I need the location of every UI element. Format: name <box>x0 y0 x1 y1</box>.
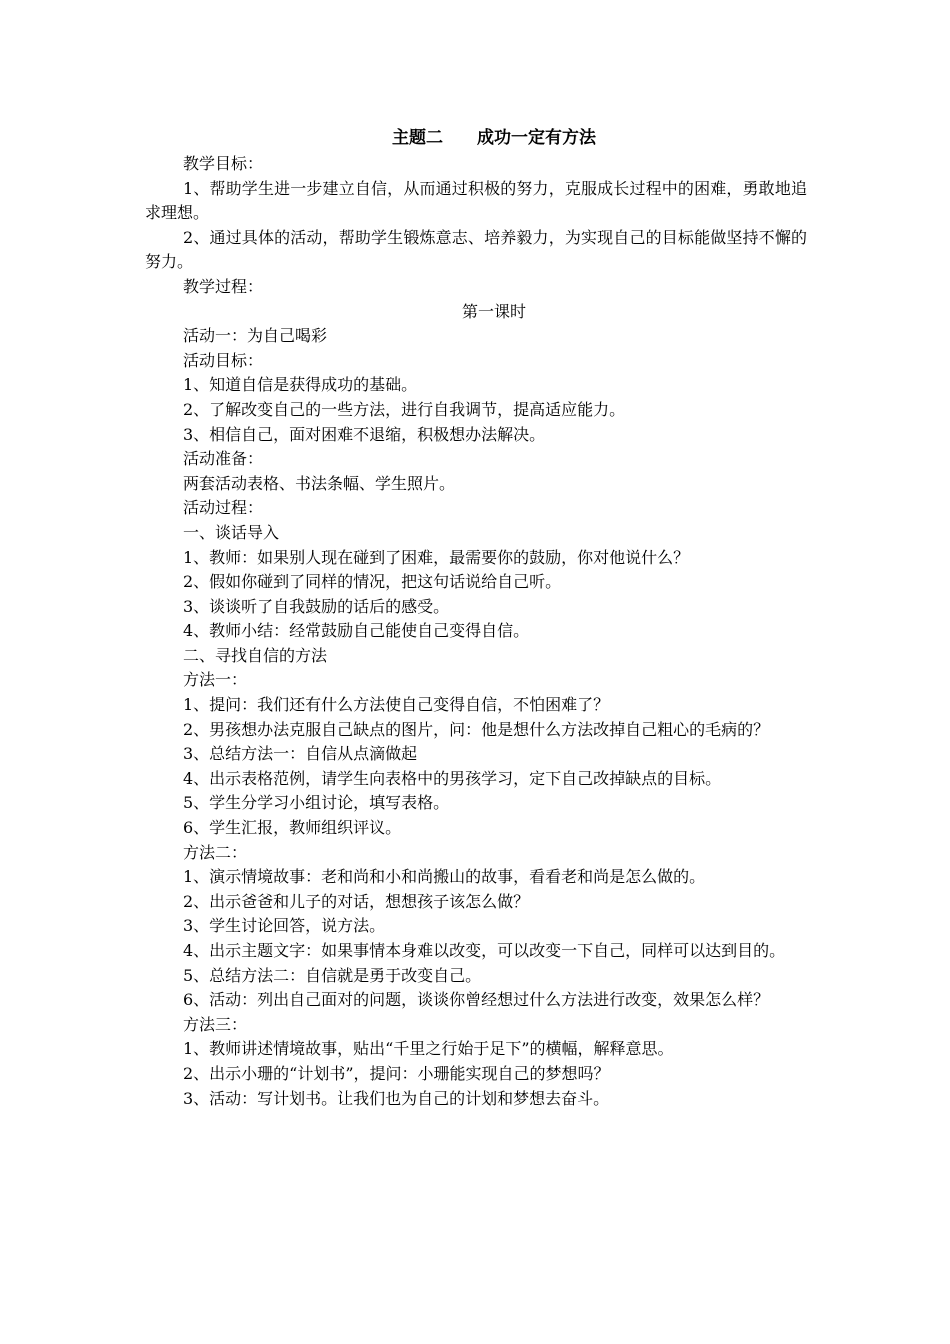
paragraph: 4、出示主题文字：如果事情本身难以改变，可以改变一下自己，同样可以达到目的。 <box>183 941 786 960</box>
paragraph: 3、学生讨论回答，说方法。 <box>183 916 386 936</box>
paragraph: 2、了解改变自己的一些方法，进行自我调节，提高适应能力。 <box>183 399 626 419</box>
paragraph: 1、知道自信是获得成功的基础。 <box>183 375 418 395</box>
document-body <box>145 124 807 1111</box>
paragraph: 方法二： <box>183 842 248 862</box>
paragraph: 1、演示情境故事：老和尚和小和尚搬山的故事，看看老和尚是怎么做的。 <box>183 867 706 887</box>
paragraph: 方法一： <box>183 670 248 690</box>
paragraph: 5、总结方法二：自信就是勇于改变自己。 <box>183 965 482 985</box>
paragraph: 3、相信自己，面对困难不退缩，积极想办法解决。 <box>183 424 546 444</box>
paragraph: 方法三： <box>183 1014 248 1034</box>
paragraph: 一、谈话导入 <box>183 522 280 542</box>
paragraph: 3、活动：写计划书。让我们也为自己的计划和梦想去奋斗。 <box>183 1088 610 1108</box>
paragraph: 6、学生汇报，教师组织评议。 <box>183 818 402 838</box>
paragraph: 活动一：为自己喝彩 <box>183 326 328 346</box>
paragraph: 2、出示爸爸和儿子的对话，想想孩子该怎么做？ <box>183 891 530 911</box>
paragraph: 5、学生分学习小组讨论，填写表格。 <box>183 793 450 813</box>
paragraph: 1、教师讲述情境故事，贴出“千里之行始于足下”的横幅，解释意思。 <box>183 1039 674 1059</box>
paragraph: 6、活动：列出自己面对的问题，谈谈你曾经想过什么方法进行改变，效果怎么样？ <box>183 990 770 1010</box>
paragraph: 3、谈谈听了自我鼓励的话后的感受。 <box>183 596 450 616</box>
paragraph: 1、教师：如果别人现在碰到了困难，最需要你的鼓励，你对他说什么？ <box>183 547 690 567</box>
paragraph: 教学过程： <box>183 276 264 296</box>
paragraph: 活动目标： <box>183 350 264 370</box>
paragraph: 2、通过具体的活动，帮助学生锻炼意志、培养毅力，为实现自己的目标能做坚持不懈的努力。 <box>145 227 807 272</box>
title-part2: 成功一定有方法 <box>477 128 596 148</box>
paragraph: 两套活动表格、书法条幅、学生照片。 <box>183 473 456 493</box>
paragraph: 3、总结方法一：自信从点滴做起 <box>183 744 418 764</box>
paragraph: 2、男孩想办法克服自己缺点的图片，问：他是想什么方法改掉自己粗心的毛病的？ <box>183 719 770 739</box>
section-heading: 第一课时 <box>461 301 526 321</box>
document-title <box>145 124 807 152</box>
paragraph: 二、寻找自信的方法 <box>183 645 328 665</box>
paragraph: 1、提问：我们还有什么方法使自己变得自信，不怕困难了？ <box>183 695 610 715</box>
paragraph: 1、帮助学生进一步建立自信，从而通过积极的努力，克服成长过程中的困难，勇敢地追求理想。 <box>145 178 807 223</box>
paragraph: 4、出示表格范例，请学生向表格中的男孩学习，定下自己改掉缺点的目标。 <box>183 768 722 788</box>
paragraph: 2、假如你碰到了同样的情况，把这句话说给自己听。 <box>183 572 562 592</box>
paragraph: 活动准备： <box>183 449 264 469</box>
paragraph: 教学目标： <box>183 154 264 173</box>
paragraph: 活动过程： <box>183 498 264 518</box>
title-part1: 主题二 <box>392 128 443 148</box>
paragraph: 4、教师小结：经常鼓励自己能使自己变得自信。 <box>183 621 530 641</box>
paragraph: 2、出示小珊的“计划书”，提问：小珊能实现自己的梦想吗？ <box>183 1063 610 1083</box>
